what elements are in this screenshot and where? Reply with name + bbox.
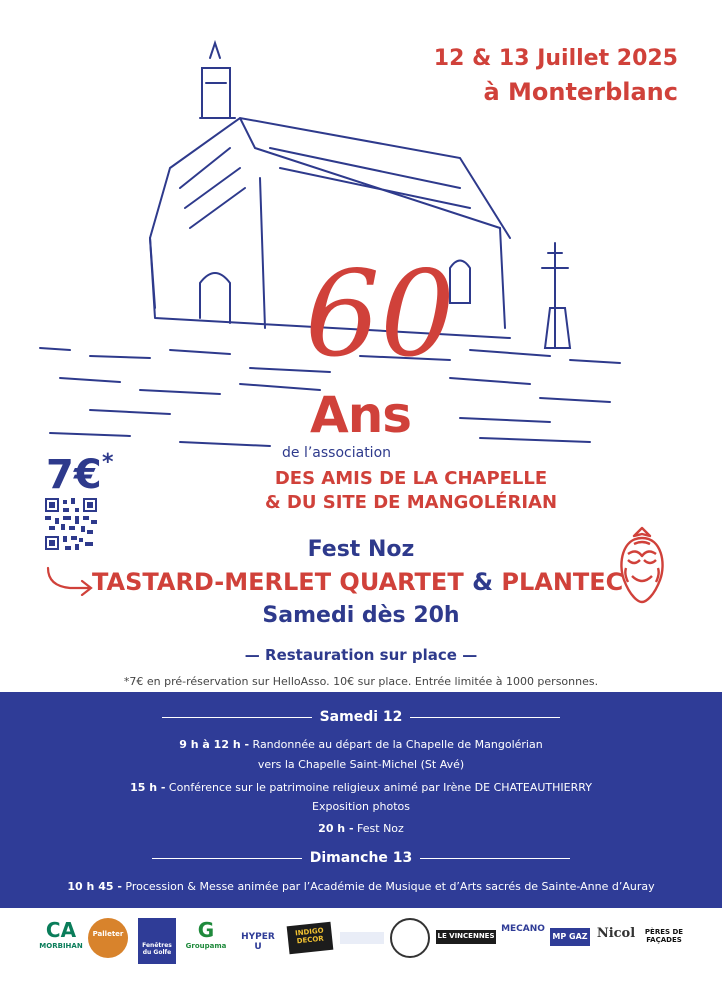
association-prefix: de l’association [282,445,392,461]
program-item-time: 15 h - [130,781,166,794]
association-title-line2: & DU SITE DE MANGOLÉRIAN [264,492,558,513]
program-item-text: vers la Chapelle Saint-Michel (St Avé) [257,758,465,771]
sixty-numeral [290,255,470,375]
program-item-text: Procession & Messe animée par l’Académie de Musique et d’Arts sacrés de Sainte-Anne d’Auray [121,880,655,893]
credit-agricole-icon: CA [45,918,77,942]
program-item [0,822,722,835]
ans-label: Ans [310,386,412,444]
program-item [0,758,722,771]
restauration-note: — Restauration sur place — [244,646,478,664]
mask-logo-icon [614,524,670,606]
sunday-title: Dimanche 13 [309,850,413,866]
divider [162,717,312,718]
event-date: 12 & 13 Juillet 2025 [433,46,678,71]
sponsor-logo-hyper-u: HYPER U [241,932,275,952]
saturday-title: Samedi 12 [319,709,403,725]
program-item [0,800,722,813]
divider [420,858,570,859]
program-item-text: Fest Noz [353,822,404,835]
svg-text:60: 60 [304,255,456,375]
program-item-time: 9 h à 12 h - [179,738,250,751]
program-item [0,880,722,893]
band-ampersand: & [472,568,493,596]
sponsor-logo-groupama: G Groupama [185,918,227,950]
sponsor-logo-indigo-decor: INDIGO DECOR [287,922,334,954]
program-band [0,692,722,908]
saturday-header [0,709,722,725]
sponsor-strip [0,910,722,970]
price-star: * [102,450,114,475]
sponsor-logo-mp-gaz: MP GAZ [550,928,590,946]
price-value: 7€ [46,452,102,498]
sunday-header [0,850,722,866]
association-title-line1: DES AMIS DE LA CHAPELLE [274,468,548,489]
event-place: à Monterblanc [483,78,678,106]
sponsor-logo-mecano: MECANO [501,924,545,934]
sponsor-logo-peres-de-facades: PÈRES DE FAÇADES [644,928,684,944]
sponsor-logo-palleter: Palleter [88,918,128,958]
sponsor-logo-fenetres-du-golfe: Fenêtres du Golfe [138,918,176,964]
band-name-part2: PLANTEC [501,568,624,596]
program-item [0,738,722,751]
band-name [92,568,623,596]
program-item-text: Randonnée au départ de la Chapelle de Mangolérian [249,738,543,751]
sponsor-logo-le-vincennes: LE VINCENNES [436,930,496,944]
divider [152,858,302,859]
sponsor-logo-credit-agricole: CA MORBIHAN [39,918,83,950]
program-item-time: 20 h - [318,822,354,835]
program-item [0,781,722,794]
sponsor-logo [340,932,384,944]
program-item-text: Exposition photos [312,800,410,813]
fest-noz-title: Fest Noz [307,537,415,562]
program-item-text: Conférence sur le patrimoine religieux animé par Irène DE CHATEAUTHIERRY [165,781,592,794]
divider [410,717,560,718]
fest-noz-time: Samedi dès 20h [262,603,460,628]
sponsor-logo [390,918,430,958]
groupama-icon: G [197,918,215,942]
price-footnote: *7€ en pré-réservation sur HelloAsso. 10€ sur place. Entrée limitée à 1000 personnes. [123,675,599,688]
band-name-part1: TASTARD-MERLET QUARTET [92,568,464,596]
sponsor-logo-nicol: Nicol [596,926,636,941]
program-item-time: 10 h 45 - [67,880,122,893]
